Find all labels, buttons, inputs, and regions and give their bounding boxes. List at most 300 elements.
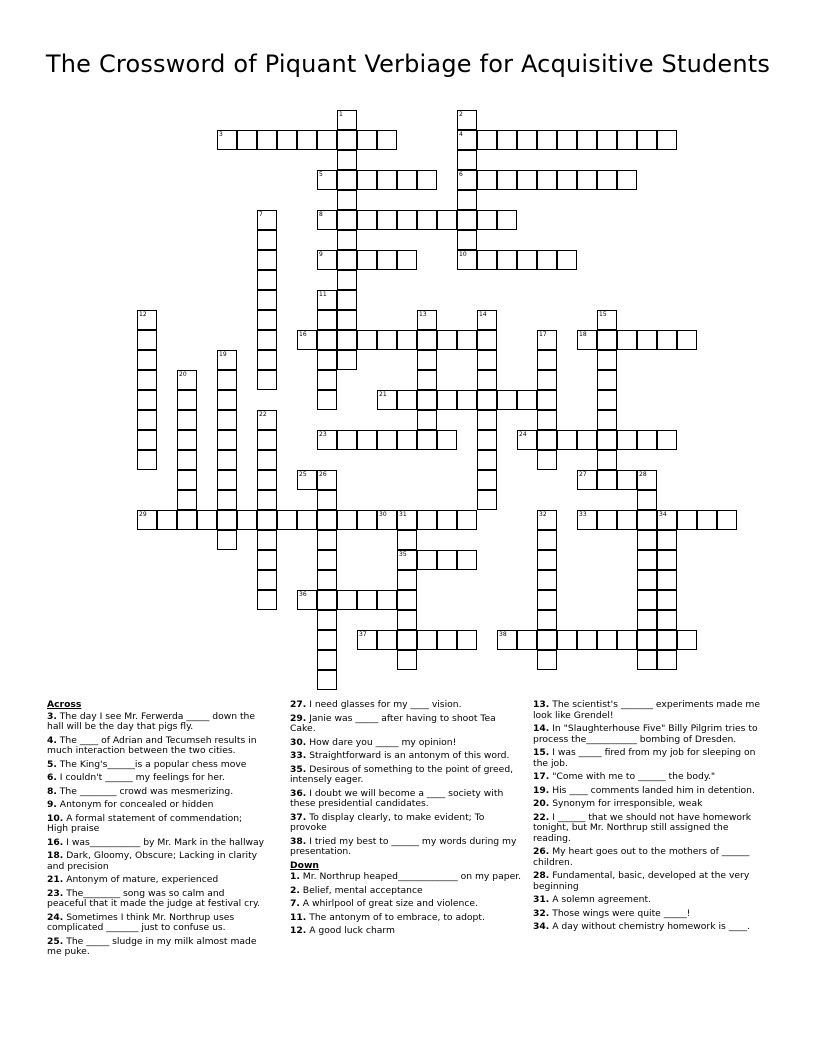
grid-cell[interactable] [257,590,277,610]
grid-cell[interactable] [237,130,257,150]
grid-cell[interactable] [657,430,677,450]
down-clue [533,895,765,906]
grid-cell[interactable] [337,250,357,270]
grid-cell[interactable] [417,330,437,350]
grid-cell[interactable] [537,650,557,670]
grid-cell[interactable] [337,350,357,370]
grid-cell[interactable] [597,390,617,410]
grid-cell[interactable] [677,510,697,530]
grid-cell[interactable] [457,170,477,190]
grid-cell[interactable] [457,330,477,350]
grid-cell[interactable] [317,290,337,310]
grid-cell[interactable] [257,550,277,570]
grid-cell[interactable] [377,210,397,230]
grid-cell[interactable] [177,450,197,470]
grid-cell[interactable] [477,310,497,330]
grid-cell[interactable] [537,530,557,550]
grid-cell[interactable] [357,130,377,150]
grid-cell[interactable] [417,630,437,650]
grid-cell[interactable] [357,210,377,230]
grid-cell[interactable] [497,390,517,410]
grid-cell[interactable] [357,250,377,270]
clue-text: The day I see Mr. Ferwerda _____ down the hall will be the day that pigs fly. [47,710,256,732]
grid-cell[interactable] [617,470,637,490]
grid-cell[interactable] [257,250,277,270]
grid-cell[interactable] [437,430,457,450]
grid-cell[interactable] [437,630,457,650]
grid-cell[interactable] [337,510,357,530]
grid-cell[interactable] [597,330,617,350]
grid-cell[interactable] [477,390,497,410]
grid-cell[interactable] [637,330,657,350]
clue-number: 18 [579,331,587,338]
grid-cell[interactable] [717,510,737,530]
grid-cell[interactable] [317,430,337,450]
grid-cell[interactable] [377,250,397,270]
grid-cell[interactable] [397,630,417,650]
grid-cell[interactable] [177,430,197,450]
grid-cell[interactable] [257,310,277,330]
grid-cell[interactable] [677,630,697,650]
grid-cell[interactable] [517,630,537,650]
grid-cell[interactable] [537,410,557,430]
grid-cell[interactable] [577,330,597,350]
grid-cell[interactable] [637,630,657,650]
grid-cell[interactable] [257,330,277,350]
grid-cell[interactable] [137,390,157,410]
grid-cell[interactable] [137,350,157,370]
grid-cell[interactable] [397,210,417,230]
grid-cell[interactable] [477,130,497,150]
grid-cell[interactable] [137,330,157,350]
grid-cell[interactable] [537,170,557,190]
grid-cell[interactable] [317,350,337,370]
grid-cell[interactable] [657,590,677,610]
grid-cell[interactable] [257,230,277,250]
grid-cell[interactable] [597,130,617,150]
grid-cell[interactable] [597,370,617,390]
grid-cell[interactable] [517,430,537,450]
grid-cell[interactable] [137,430,157,450]
grid-cell[interactable] [537,370,557,390]
grid-cell[interactable] [437,390,457,410]
grid-cell[interactable] [517,170,537,190]
grid-cell[interactable] [317,530,337,550]
grid-cell[interactable] [597,630,617,650]
grid-cell[interactable] [577,470,597,490]
grid-cell[interactable] [317,590,337,610]
grid-cell[interactable] [357,590,377,610]
across-clue [290,751,522,762]
grid-cell[interactable] [317,510,337,530]
grid-cell[interactable] [377,170,397,190]
grid-cell[interactable] [617,510,637,530]
grid-cell[interactable] [397,610,417,630]
grid-cell[interactable] [137,310,157,330]
grid-cell[interactable] [377,130,397,150]
grid-cell[interactable] [697,510,717,530]
grid-cell[interactable] [357,510,377,530]
grid-cell[interactable] [617,170,637,190]
grid-cell[interactable] [357,430,377,450]
grid-cell[interactable] [537,610,557,630]
grid-cell[interactable] [617,130,637,150]
grid-cell[interactable] [537,510,557,530]
grid-cell[interactable] [397,550,417,570]
clue-number: 19 [219,351,227,358]
grid-cell[interactable] [637,650,657,670]
grid-cell[interactable] [177,390,197,410]
grid-cell[interactable] [637,130,657,150]
clue-number-label: 23. [47,887,64,899]
grid-cell[interactable] [297,130,317,150]
grid-cell[interactable] [257,530,277,550]
grid-cell[interactable] [457,230,477,250]
grid-cell[interactable] [597,450,617,470]
grid-cell[interactable] [417,310,437,330]
grid-cell[interactable] [417,390,437,410]
grid-cell[interactable] [537,590,557,610]
grid-cell[interactable] [257,510,277,530]
grid-cell[interactable] [397,250,417,270]
down-clue [533,786,765,797]
grid-cell[interactable] [457,190,477,210]
grid-cell[interactable] [637,590,657,610]
grid-cell[interactable] [537,130,557,150]
grid-cell[interactable] [477,250,497,270]
grid-cell[interactable] [357,630,377,650]
grid-cell[interactable] [617,430,637,450]
grid-cell[interactable] [317,330,337,350]
grid-cell[interactable] [477,410,497,430]
down-header: Down [290,859,319,871]
grid-cell[interactable] [397,570,417,590]
grid-cell[interactable] [317,130,337,150]
grid-cell[interactable] [437,330,457,350]
grid-cell[interactable] [377,430,397,450]
grid-cell[interactable] [337,270,357,290]
grid-cell[interactable] [517,390,537,410]
grid-cell[interactable] [657,630,677,650]
grid-cell[interactable] [657,570,677,590]
clue-number: 13 [419,311,427,318]
grid-cell[interactable] [317,390,337,410]
grid-cell[interactable] [357,170,377,190]
grid-cell[interactable] [377,630,397,650]
grid-cell[interactable] [437,210,457,230]
grid-cell[interactable] [657,550,677,570]
grid-cell[interactable] [337,150,357,170]
grid-cell[interactable] [537,430,557,450]
grid-cell[interactable] [617,630,637,650]
grid-cell[interactable] [137,450,157,470]
clue-text: I was___________ by Mr. Mark in the hallway [63,836,265,848]
grid-cell[interactable] [417,370,437,390]
grid-cell[interactable] [337,290,357,310]
grid-cell[interactable] [417,430,437,450]
grid-cell[interactable] [557,130,577,150]
clue-number: 11 [319,291,327,298]
grid-cell[interactable] [597,470,617,490]
clue-text: Dark, Gloomy, Obscure; Lacking in clarity and precision [47,850,258,872]
grid-cell[interactable] [177,490,197,510]
grid-cell[interactable] [497,250,517,270]
grid-cell[interactable] [397,430,417,450]
grid-cell[interactable] [657,530,677,550]
grid-cell[interactable] [217,390,237,410]
grid-cell[interactable] [337,110,357,130]
clue-text: The antonym of to embrace, to adopt. [306,911,485,923]
grid-cell[interactable] [457,250,477,270]
grid-cell[interactable] [317,490,337,510]
grid-cell[interactable] [217,510,237,530]
grid-cell[interactable] [457,390,477,410]
grid-cell[interactable] [317,310,337,330]
grid-cell[interactable] [597,310,617,330]
clue-number: 15 [599,311,607,318]
grid-cell[interactable] [257,210,277,230]
down-clue-list-continued [533,700,765,933]
clue-number: 3 [219,131,223,138]
grid-cell[interactable] [337,310,357,330]
grid-cell[interactable] [257,570,277,590]
grid-cell[interactable] [657,650,677,670]
grid-cell[interactable] [457,150,477,170]
clue-number: 38 [499,631,507,638]
grid-cell[interactable] [257,450,277,470]
grid-cell[interactable] [257,290,277,310]
grid-cell[interactable] [137,410,157,430]
grid-cell[interactable] [197,510,217,530]
grid-cell[interactable] [477,470,497,490]
grid-cell[interactable] [237,510,257,530]
grid-cell[interactable] [677,330,697,350]
down-clue [290,899,522,910]
grid-cell[interactable] [177,410,197,430]
grid-cell[interactable] [457,630,477,650]
grid-cell[interactable] [397,510,417,530]
grid-cell[interactable] [537,350,557,370]
grid-cell[interactable] [637,530,657,550]
grid-cell[interactable] [477,330,497,350]
grid-cell[interactable] [597,410,617,430]
grid-cell[interactable] [477,490,497,510]
grid-cell[interactable] [377,510,397,530]
clue-text: I ______ that we should not have homework tonight, but Mr. Northrup still assigned the reading. [533,811,752,844]
grid-cell[interactable] [257,370,277,390]
grid-cell[interactable] [497,210,517,230]
grid-cell[interactable] [397,650,417,670]
clue-number-label: 30. [290,736,307,748]
grid-cell[interactable] [637,470,657,490]
grid-cell[interactable] [377,390,397,410]
grid-cell[interactable] [537,570,557,590]
grid-cell[interactable] [617,330,637,350]
grid-cell[interactable] [537,390,557,410]
grid-cell[interactable] [217,490,237,510]
grid-cell[interactable] [577,630,597,650]
clue-number: 20 [179,371,187,378]
grid-cell[interactable] [257,350,277,370]
grid-cell[interactable] [337,590,357,610]
grid-cell[interactable] [537,450,557,470]
grid-cell[interactable] [457,110,477,130]
grid-cell[interactable] [457,210,477,230]
clue-text: The scientist's _______ experiments made me look like Grendel! [533,699,760,721]
grid-cell[interactable] [517,130,537,150]
grid-cell[interactable] [637,570,657,590]
grid-cell[interactable] [597,170,617,190]
grid-cell[interactable] [337,330,357,350]
grid-cell[interactable] [257,270,277,290]
grid-cell[interactable] [397,390,417,410]
grid-cell[interactable] [337,230,357,250]
grid-cell[interactable] [297,510,317,530]
grid-cell[interactable] [637,490,657,510]
grid-cell[interactable] [437,510,457,530]
grid-cell[interactable] [657,510,677,530]
grid-cell[interactable] [217,470,237,490]
grid-cell[interactable] [657,130,677,150]
grid-cell[interactable] [177,470,197,490]
grid-cell[interactable] [637,430,657,450]
grid-cell[interactable] [657,330,677,350]
grid-cell[interactable] [597,430,617,450]
grid-cell[interactable] [317,370,337,390]
grid-cell[interactable] [257,470,277,490]
grid-cell[interactable] [137,510,157,530]
grid-cell[interactable] [537,550,557,570]
grid-cell[interactable] [337,190,357,210]
grid-cell[interactable] [477,450,497,470]
grid-cell[interactable] [357,330,377,350]
clue-text: The ____ of Adrian and Tecumseh results in much interaction between the two cities. [47,734,257,756]
grid-cell[interactable] [317,610,337,630]
grid-cell[interactable] [537,330,557,350]
grid-cell[interactable] [457,550,477,570]
clue-number-label: 8. [47,785,57,797]
grid-cell[interactable] [477,350,497,370]
grid-cell[interactable] [577,510,597,530]
clue-text: The________ song was so calm and peaceful that it made the judge at festival cry. [47,887,260,909]
grid-cell[interactable] [257,430,277,450]
grid-cell[interactable] [217,370,237,390]
grid-cell[interactable] [417,210,437,230]
grid-cell[interactable] [577,430,597,450]
grid-cell[interactable] [577,170,597,190]
grid-cell[interactable] [437,550,457,570]
grid-cell[interactable] [217,130,237,150]
grid-cell[interactable] [317,630,337,650]
grid-cell[interactable] [477,170,497,190]
grid-cell[interactable] [317,570,337,590]
clue-text: Fundamental, basic, developed at the very beginning [533,870,750,892]
grid-cell[interactable] [497,170,517,190]
grid-cell[interactable] [317,550,337,570]
clue-text: Janie was _____ after having to shoot Tea Cake. [290,712,496,734]
grid-cell[interactable] [317,250,337,270]
grid-cell[interactable] [177,370,197,390]
grid-cell[interactable] [397,590,417,610]
grid-cell[interactable] [477,370,497,390]
grid-cell[interactable] [477,430,497,450]
grid-cell[interactable] [337,170,357,190]
grid-cell[interactable] [657,610,677,630]
across-clue [290,765,522,786]
grid-cell[interactable] [457,510,477,530]
grid-cell[interactable] [577,130,597,150]
grid-cell[interactable] [337,130,357,150]
clue-number-label: 36. [290,787,307,799]
grid-cell[interactable] [137,370,157,390]
grid-cell[interactable] [557,170,577,190]
grid-cell[interactable] [217,410,237,430]
grid-cell[interactable] [257,410,277,430]
grid-cell[interactable] [317,670,337,690]
grid-cell[interactable] [637,510,657,530]
grid-cell[interactable] [377,330,397,350]
grid-cell[interactable] [397,530,417,550]
grid-cell[interactable] [557,250,577,270]
grid-cell[interactable] [517,250,537,270]
grid-cell[interactable] [637,610,657,630]
grid-cell[interactable] [217,350,237,370]
clue-number: 30 [379,511,387,518]
grid-cell[interactable] [497,130,517,150]
grid-cell[interactable] [217,450,237,470]
across-clue [290,837,522,858]
grid-cell[interactable] [257,130,277,150]
grid-cell[interactable] [377,590,397,610]
grid-cell[interactable] [417,170,437,190]
grid-cell[interactable] [397,170,417,190]
grid-cell[interactable] [337,430,357,450]
grid-cell[interactable] [397,330,417,350]
grid-cell[interactable] [317,470,337,490]
grid-cell[interactable] [317,170,337,190]
grid-cell[interactable] [217,530,237,550]
grid-cell[interactable] [597,510,617,530]
grid-cell[interactable] [277,510,297,530]
grid-cell[interactable] [537,250,557,270]
clue-number: 37 [359,631,367,638]
grid-cell[interactable] [297,590,317,610]
grid-cell[interactable] [217,430,237,450]
grid-cell[interactable] [277,130,297,150]
grid-cell[interactable] [257,490,277,510]
grid-cell[interactable] [337,210,357,230]
grid-cell[interactable] [457,130,477,150]
grid-cell[interactable] [597,350,617,370]
grid-cell[interactable] [417,510,437,530]
grid-cell[interactable] [317,210,337,230]
grid-cell[interactable] [537,630,557,650]
grid-cell[interactable] [297,330,317,350]
grid-cell[interactable] [637,550,657,570]
grid-cell[interactable] [477,210,497,230]
grid-cell[interactable] [557,430,577,450]
clue-number: 33 [579,511,587,518]
grid-cell[interactable] [157,510,177,530]
grid-cell[interactable] [557,630,577,650]
grid-cell[interactable] [417,350,437,370]
grid-cell[interactable] [177,510,197,530]
grid-cell[interactable] [497,630,517,650]
grid-cell[interactable] [317,650,337,670]
grid-cell[interactable] [297,470,317,490]
grid-cell[interactable] [417,410,437,430]
grid-cell[interactable] [417,550,437,570]
